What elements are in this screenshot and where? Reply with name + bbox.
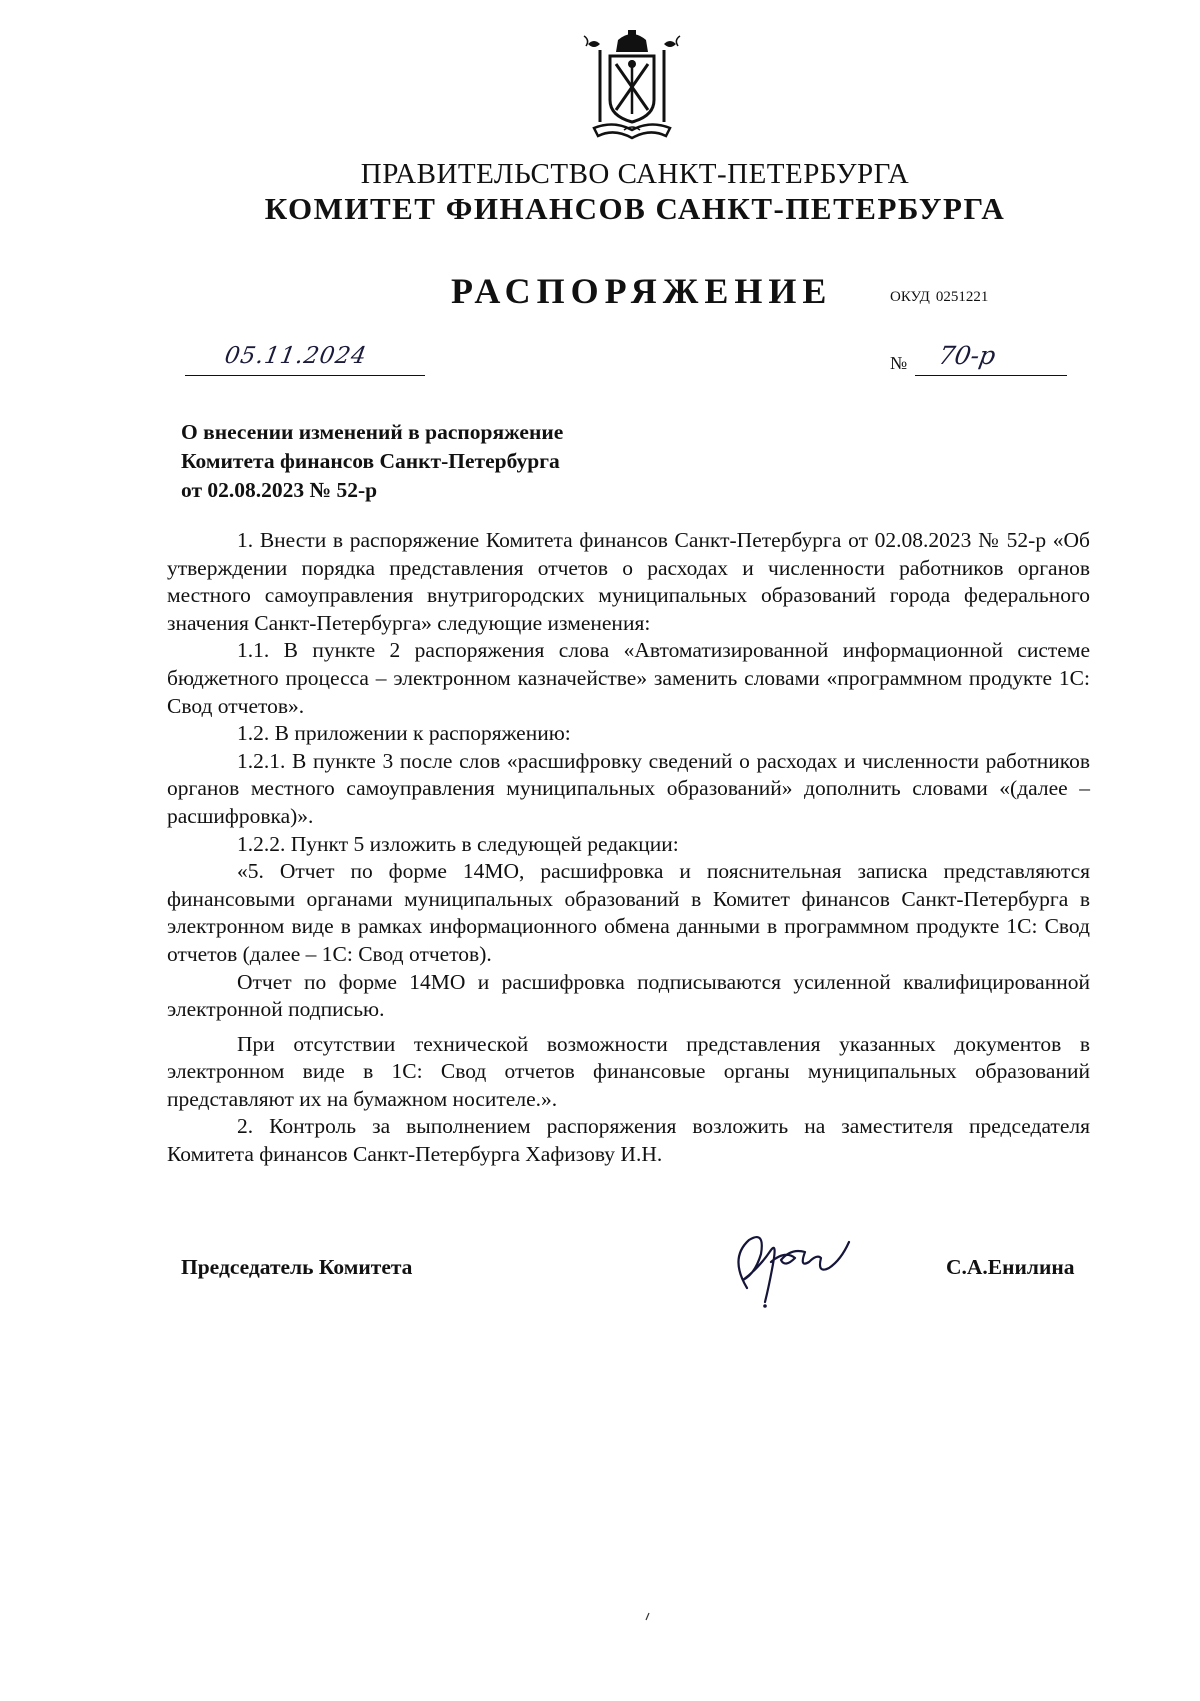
- body-paragraph: 1. Внести в распоряжение Комитета финансов Санкт-Петербурга от 02.08.2023 № 52-р «Об утверждении порядка представления отчетов о расходах и численности работников органов местного самоуправления внутригородских муниципальных образований города федерального значения Санкт-Петербурга» следующие изменения:: [167, 528, 1090, 635]
- number-field: [915, 341, 1067, 376]
- handwritten-signature-icon: [725, 1228, 875, 1310]
- subject-line: Комитета финансов Санкт-Петербурга: [181, 449, 560, 473]
- document-type: РАСПОРЯЖЕНИЕ: [451, 271, 833, 311]
- okud-code: [890, 289, 988, 306]
- signatory-name: С.А.Енилина: [946, 1255, 1075, 1279]
- scan-mark-icon: [643, 1610, 653, 1622]
- committee-title: КОМИТЕТ ФИНАНСОВ САНКТ-ПЕТЕРБУРГА: [264, 191, 1006, 226]
- coat-of-arms-icon: [580, 30, 685, 142]
- body-paragraph: 1.2.2. Пункт 5 изложить в следующей редакции:: [237, 831, 679, 856]
- okud-value: 0251221: [935, 289, 989, 305]
- subject-line: от 02.08.2023 № 52-р: [181, 478, 378, 502]
- number-value: 70-р: [936, 341, 998, 370]
- number-label: №: [890, 353, 908, 373]
- subject-line: О внесении изменений в распоряжение: [181, 420, 564, 444]
- document-subject: [181, 418, 563, 505]
- date-value: 05.11.2024: [222, 343, 369, 369]
- government-title: ПРАВИТЕЛЬСТВО САНКТ-ПЕТЕРБУРГА: [360, 158, 910, 190]
- signatory-title: Председатель Комитета: [181, 1255, 413, 1279]
- body-paragraph: 2. Контроль за выполнением распоряжения возложить на заместителя председателя Комитета финансов Санкт-Петербурга Хафизову И.Н.: [167, 1114, 1090, 1167]
- body-paragraph: 1.2. В приложении к распоряжению:: [237, 721, 571, 746]
- body-paragraph: Отчет по форме 14МО и расшифровка подписываются усиленной квалифицированной электронной подписью.: [167, 969, 1090, 1022]
- body-paragraph: При отсутствии технической возможности представления указанных документов в электронном виде в 1С: Свод отчетов финансовые органы муниципальных образований представляют их на бумажном носителе.».: [167, 1031, 1090, 1111]
- body-paragraph: «5. Отчет по форме 14МО, расшифровка и пояснительная записка представляются финансовыми органами муниципальных образований в Комитет финансов Санкт-Петербурга в электронном виде в рамках информационного обмена данными в программном продукте 1С: Свод отчетов (далее – 1С: Свод отчетов).: [167, 859, 1090, 966]
- okud-label: ОКУД: [890, 289, 930, 305]
- document-body: [167, 527, 1090, 1169]
- body-paragraph: 1.1. В пункте 2 распоряжения слова «Автоматизированной информационной системе бюджетного процесса – электронном казначействе» заменить словами «программном продукте 1С: Свод отчетов».: [167, 638, 1090, 718]
- body-paragraph: 1.2.1. В пункте 3 после слов «расшифровку сведений о расходах и численности работников органов местного самоуправления муниципальных образований» дополнить словами «(далее – расшифровка)».: [167, 748, 1090, 828]
- date-field: [185, 345, 425, 376]
